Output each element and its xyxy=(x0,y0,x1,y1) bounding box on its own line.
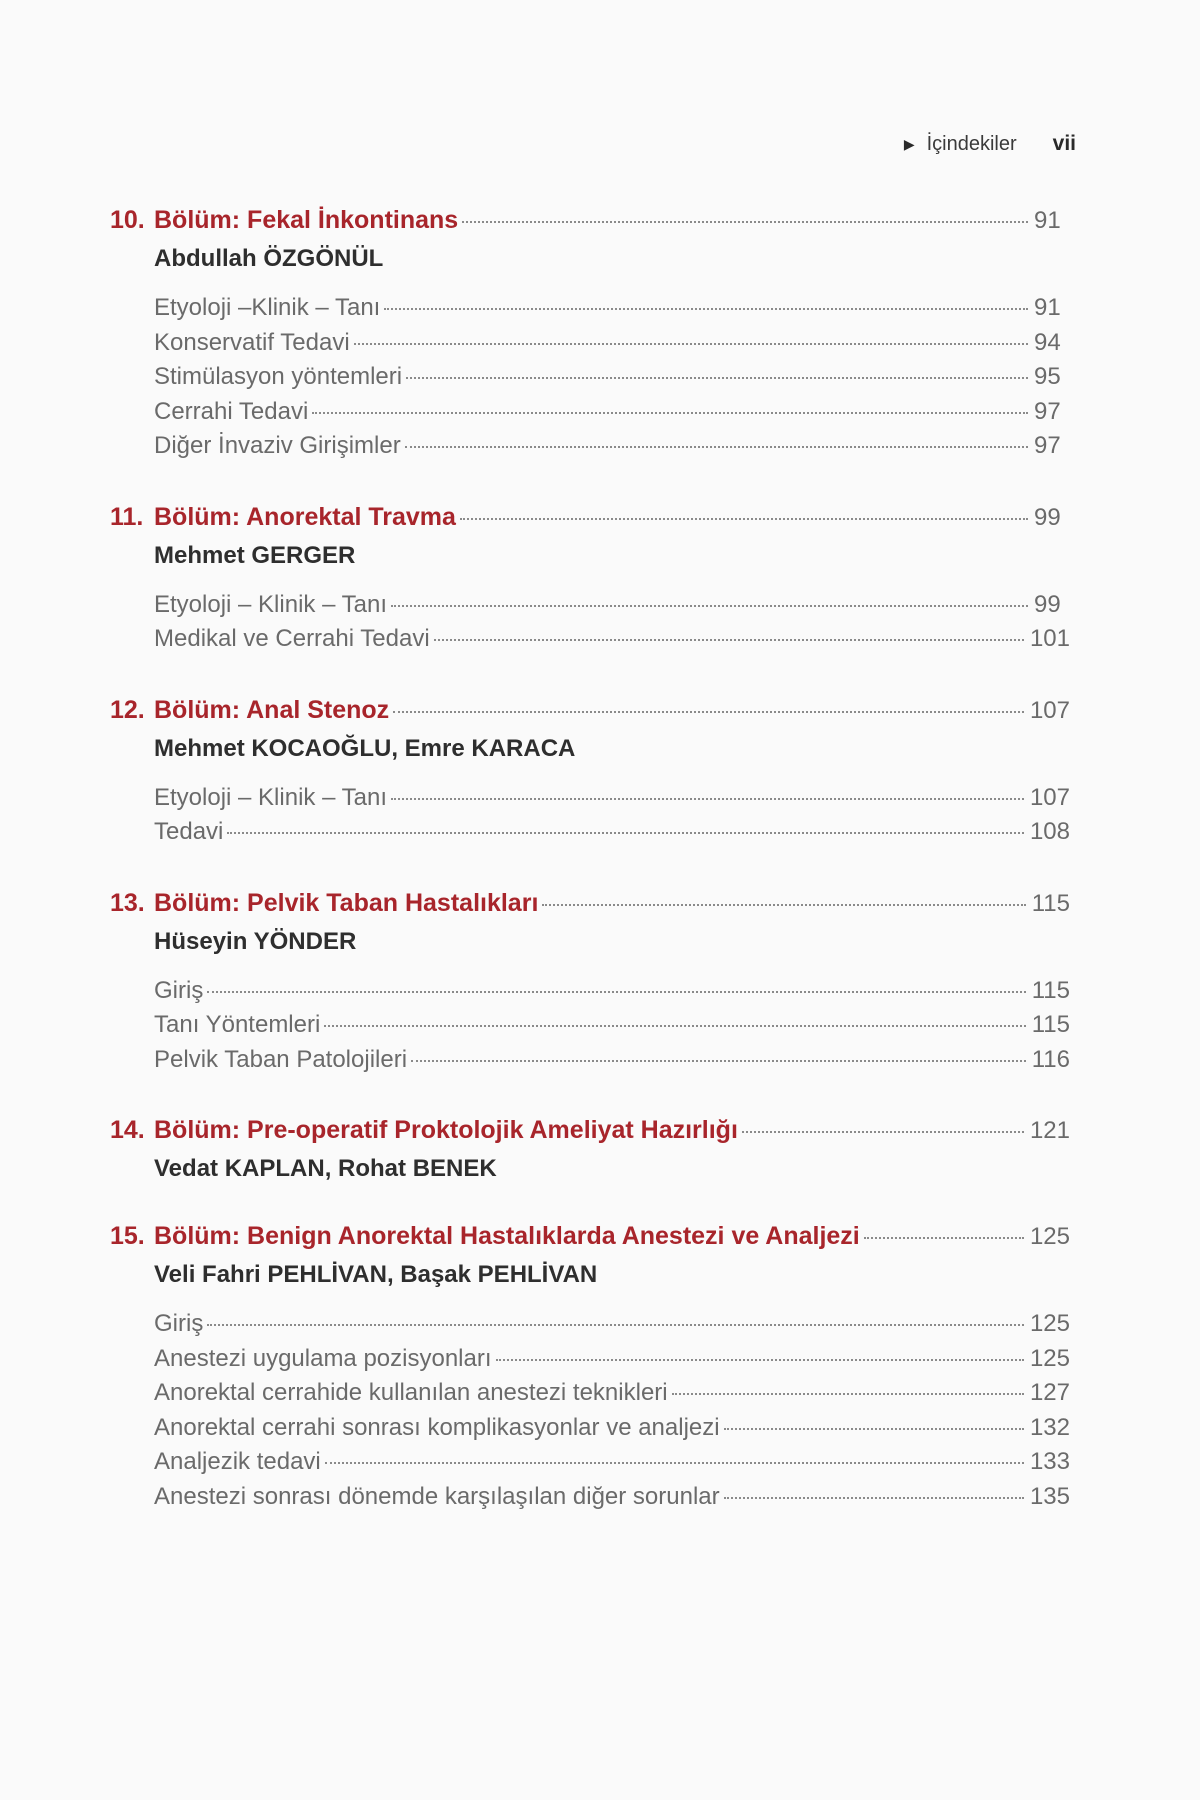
chapter-page-number: 107 xyxy=(1029,696,1070,724)
section-page-number: 125 xyxy=(1029,1344,1070,1372)
section-entry[interactable] xyxy=(154,625,1070,660)
section-page-number: 127 xyxy=(1029,1379,1070,1406)
section-entry[interactable] xyxy=(154,1448,1070,1483)
section-list xyxy=(154,1310,1070,1517)
section-entry[interactable] xyxy=(154,1483,1070,1518)
section-page-number: 116 xyxy=(1031,1045,1070,1073)
dot-leader xyxy=(864,1237,1024,1239)
section-list xyxy=(154,977,1070,1081)
chapter-number: 14. xyxy=(110,1116,145,1144)
section-entry[interactable] xyxy=(154,294,1070,329)
chapter-entry xyxy=(110,1116,1070,1186)
chapter-heading-line[interactable] xyxy=(110,696,1070,732)
dot-leader xyxy=(227,832,1024,834)
section-list xyxy=(154,294,1070,467)
section-page-number: 132 xyxy=(1029,1413,1070,1441)
chapter-title: Bölüm: Benign Anorektal Hastalıklarda Anestezi ve Analjezi xyxy=(154,1222,860,1250)
dot-leader xyxy=(207,1324,1024,1326)
chapter-number: 12. xyxy=(110,695,145,724)
section-page-number: 135 xyxy=(1029,1482,1070,1510)
triangle-right-icon: ▶ xyxy=(903,135,915,152)
section-page-number: 97 xyxy=(1034,397,1061,425)
section-entry[interactable] xyxy=(154,591,1070,626)
section-entry[interactable] xyxy=(154,1046,1070,1081)
section-entry[interactable] xyxy=(154,977,1070,1012)
chapter-authors: Abdullah ÖZGÖNÜL xyxy=(154,245,384,272)
chapter-heading-line[interactable] xyxy=(110,1222,1070,1258)
chapter-entry xyxy=(110,696,1070,853)
dot-leader xyxy=(724,1497,1024,1499)
section-entry[interactable] xyxy=(154,398,1070,433)
section-entry[interactable] xyxy=(154,1345,1070,1380)
chapter-page-number: 115 xyxy=(1031,889,1070,917)
section-entry[interactable] xyxy=(154,432,1070,467)
dot-leader xyxy=(406,377,1028,379)
section-page-number: 97 xyxy=(1034,432,1061,459)
section-title: Tedavi xyxy=(154,818,224,845)
section-title: Konservatif Tedavi xyxy=(154,328,350,356)
chapter-number: 15. xyxy=(110,1222,145,1250)
section-page-number: 107 xyxy=(1029,783,1070,811)
section-page-number: 99 xyxy=(1034,590,1061,618)
chapter-title: Bölüm: Pre-operatif Proktolojik Ameliyat Hazırlığı xyxy=(154,1116,738,1144)
chapter-page-number: 91 xyxy=(1034,207,1061,234)
dot-leader xyxy=(742,1131,1024,1133)
dot-leader xyxy=(496,1359,1024,1361)
section-title: Anestezi sonrası dönemde karşılaşılan diğer sorunlar xyxy=(154,1482,720,1510)
section-page-number: 94 xyxy=(1034,328,1061,356)
dot-leader xyxy=(384,308,1028,310)
dot-leader xyxy=(462,221,1028,223)
section-page-number: 115 xyxy=(1031,1011,1070,1038)
dot-leader xyxy=(354,343,1028,345)
dot-leader xyxy=(391,798,1024,800)
section-page-number: 125 xyxy=(1029,1310,1070,1337)
section-title: Medikal ve Cerrahi Tedavi xyxy=(154,625,430,652)
dot-leader xyxy=(434,639,1024,641)
chapter-heading-line[interactable] xyxy=(110,206,1070,242)
section-entry[interactable] xyxy=(154,1011,1070,1046)
section-entry[interactable] xyxy=(154,1414,1070,1449)
chapter-title: Bölüm: Anorektal Travma xyxy=(154,502,456,531)
chapter-title: Bölüm: Anal Stenoz xyxy=(154,695,390,724)
chapter-page-number: 99 xyxy=(1034,503,1061,531)
chapter-heading-line[interactable] xyxy=(110,503,1070,539)
chapter-number: 11. xyxy=(110,502,144,531)
section-title: Anorektal cerrahide kullanılan anestezi teknikleri xyxy=(154,1379,668,1406)
dot-leader xyxy=(207,991,1025,993)
section-page-number: 101 xyxy=(1029,625,1070,652)
chapter-heading-line[interactable] xyxy=(110,1116,1070,1152)
dot-leader xyxy=(672,1393,1024,1395)
section-entry[interactable] xyxy=(154,363,1070,398)
header-page-number: vii xyxy=(1052,132,1076,155)
section-entry[interactable] xyxy=(154,329,1070,364)
section-entry[interactable] xyxy=(154,784,1070,819)
section-entry[interactable] xyxy=(154,1379,1070,1414)
chapter-authors: Veli Fahri PEHLİVAN, Başak PEHLİVAN xyxy=(154,1261,598,1288)
dot-leader xyxy=(405,446,1028,448)
section-list xyxy=(154,784,1070,853)
section-title: Pelvik Taban Patolojileri xyxy=(154,1045,408,1073)
chapter-authors: Mehmet GERGER xyxy=(154,541,356,569)
section-title: Stimülasyon yöntemleri xyxy=(154,363,403,390)
section-title: Giriş xyxy=(154,976,204,1004)
section-page-number: 133 xyxy=(1029,1448,1070,1475)
chapter-number: 10. xyxy=(110,206,145,234)
dot-leader xyxy=(411,1060,1026,1062)
section-entry[interactable] xyxy=(154,818,1070,853)
chapter-heading-line[interactable] xyxy=(110,889,1070,925)
chapter-number: 13. xyxy=(110,888,145,917)
section-title: Tanı Yöntemleri xyxy=(154,1011,321,1038)
chapter-title: Bölüm: Fekal İnkontinans xyxy=(154,206,459,234)
section-title: Anestezi uygulama pozisyonları xyxy=(154,1344,492,1372)
section-title: Giriş xyxy=(154,1310,204,1337)
table-of-contents xyxy=(110,206,1070,1553)
dot-leader xyxy=(724,1428,1024,1430)
running-header xyxy=(904,132,1076,156)
section-title: Analjezik tedavi xyxy=(154,1448,321,1475)
chapter-page-number: 125 xyxy=(1029,1223,1070,1250)
section-page-number: 108 xyxy=(1029,818,1070,845)
dot-leader xyxy=(312,412,1028,414)
header-title: İçindekiler xyxy=(926,132,1017,155)
section-list xyxy=(154,591,1070,660)
section-entry[interactable] xyxy=(154,1310,1070,1345)
dot-leader xyxy=(393,711,1024,713)
section-title: Diğer İnvaziv Girişimler xyxy=(154,432,401,459)
chapter-authors: Vedat KAPLAN, Rohat BENEK xyxy=(154,1155,497,1182)
section-page-number: 115 xyxy=(1031,976,1070,1004)
dot-leader xyxy=(460,518,1028,520)
chapter-authors: Hüseyin YÖNDER xyxy=(154,927,357,955)
dot-leader xyxy=(391,605,1028,607)
chapter-authors: Mehmet KOCAOĞLU, Emre KARACA xyxy=(154,734,576,762)
chapter-entry xyxy=(110,889,1070,1081)
section-title: Etyoloji – Klinik – Tanı xyxy=(154,590,388,618)
chapter-entry xyxy=(110,1222,1070,1517)
dot-leader xyxy=(325,1462,1024,1464)
section-title: Cerrahi Tedavi xyxy=(154,397,309,425)
dot-leader xyxy=(324,1025,1025,1027)
section-title: Etyoloji – Klinik – Tanı xyxy=(154,783,388,811)
chapter-entry xyxy=(110,503,1070,660)
section-title: Anorektal cerrahi sonrası komplikasyonlar ve analjezi xyxy=(154,1413,720,1441)
chapter-title: Bölüm: Pelvik Taban Hastalıkları xyxy=(154,888,539,917)
chapter-entry xyxy=(110,206,1070,467)
section-page-number: 91 xyxy=(1034,294,1061,321)
section-title: Etyoloji –Klinik – Tanı xyxy=(154,294,381,321)
dot-leader xyxy=(542,904,1025,906)
section-page-number: 95 xyxy=(1034,363,1061,390)
chapter-page-number: 121 xyxy=(1029,1117,1070,1144)
